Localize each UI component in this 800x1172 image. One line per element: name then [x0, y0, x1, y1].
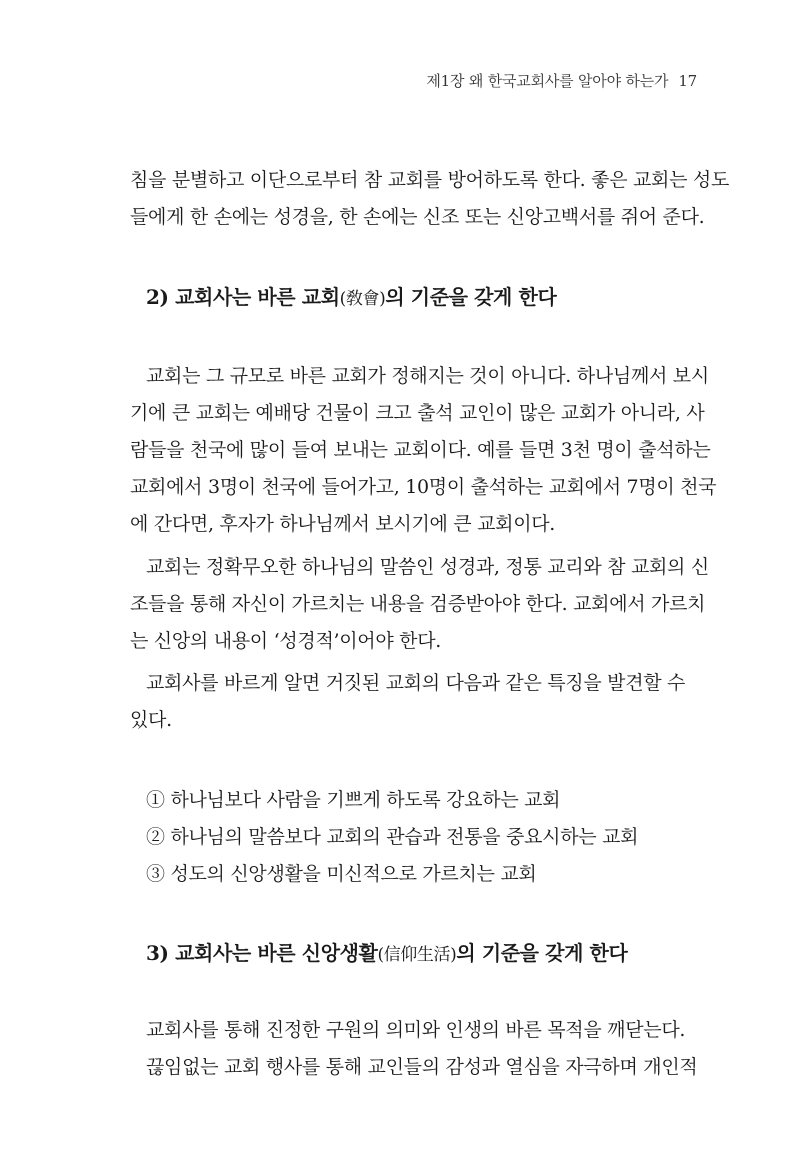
- section-heading: 2) 교회사는 바른 교회(敎會)의 기준을 갖게 한다: [146, 285, 557, 309]
- body-line: 교회는 그 규모로 바른 교회가 정해지는 것이 아니다. 하나님께서 보시: [146, 365, 709, 387]
- body-line: 기에 큰 교회는 예배당 건물이 크고 출석 교인이 많은 교회가 아니라, 사: [130, 402, 705, 424]
- body-line: 교회사를 바르게 알면 거짓된 교회의 다음과 같은 특징을 발견할 수: [146, 672, 686, 694]
- section-heading: 3) 교회사는 바른 신앙생활(信仰生活)의 기준을 갖게 한다: [146, 941, 628, 965]
- heading-hanja: (信仰生活): [377, 945, 457, 965]
- body-line: 람들을 천국에 많이 들여 보내는 교회이다. 예를 들면 3천 명이 출석하는: [130, 439, 711, 461]
- list-item: ③ 성도의 신앙생활을 미신적으로 가르치는 교회: [146, 863, 537, 885]
- body-line: 조들을 통해 자신이 가르치는 내용을 검증받아야 한다. 교회에서 가르치: [130, 593, 706, 615]
- chapter-title: 제1장 왜 한국교회사를 알아야 하는가: [426, 72, 669, 90]
- body-line: 교회에서 3명이 천국에 들어가고, 10명이 출석하는 교회에서 7명이 천국: [130, 476, 717, 498]
- body-line: 교회는 정확무오한 하나님의 말씀인 성경과, 정통 교리와 참 교회의 신: [146, 556, 709, 578]
- body-line: 교회사를 통해 진정한 구원의 의미와 인생의 바른 목적을 깨닫는다.: [146, 1019, 686, 1041]
- list-item: ② 하나님의 말씀보다 교회의 관습과 전통을 중요시하는 교회: [146, 826, 639, 848]
- running-header: [426, 70, 697, 91]
- heading-hanja: (敎會): [339, 289, 386, 309]
- list-item: ① 하나님보다 사람을 기쁘게 하도록 강요하는 교회: [146, 789, 561, 811]
- body-line: 끊임없는 교회 행사를 통해 교인들의 감성과 열심을 자극하며 개인적: [146, 1056, 698, 1078]
- body-line: 는 신앙의 내용이 ‘성경적’이어야 한다.: [130, 630, 441, 652]
- body-line: 있다.: [130, 709, 172, 731]
- body-line: 들에게 한 손에는 성경을, 한 손에는 신조 또는 신앙고백서를 쥐어 준다.: [130, 206, 705, 228]
- body-line: 침을 분별하고 이단으로부터 참 교회를 방어하도록 한다. 좋은 교회는 성도: [130, 169, 730, 191]
- body-line: 에 간다면, 후자가 하나님께서 보시기에 큰 교회이다.: [130, 513, 556, 535]
- page-number: 17: [678, 72, 697, 90]
